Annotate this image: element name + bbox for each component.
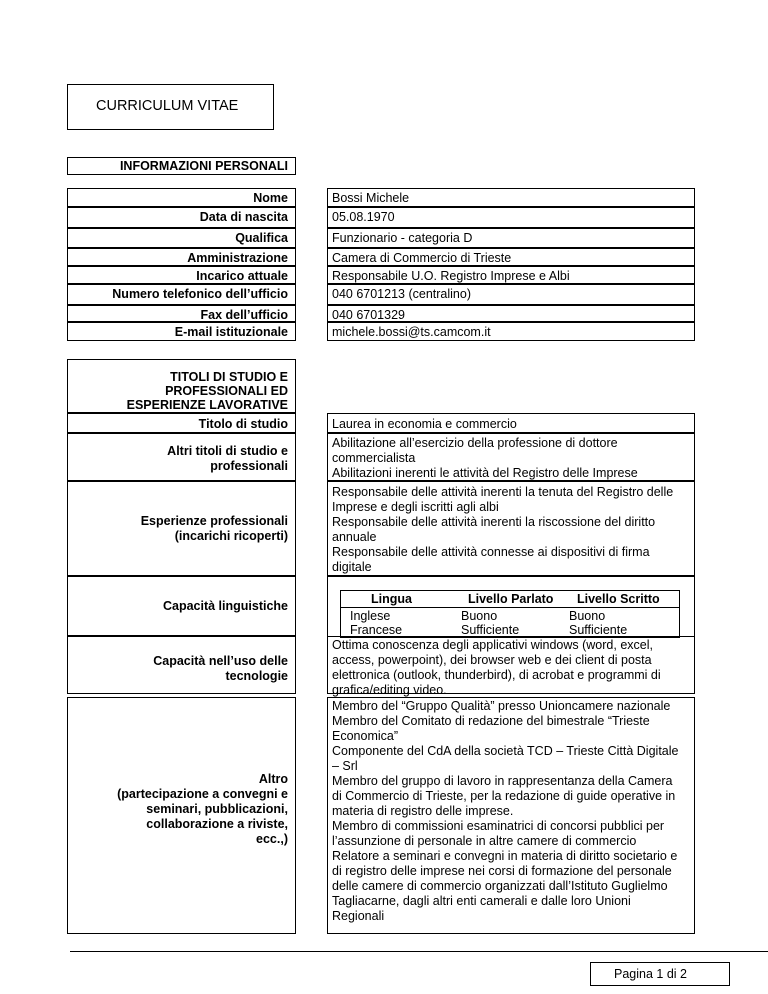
personal-label: E-mail istituzionale [174,325,288,339]
altro-value-line: Membro del “Gruppo Qualità” presso Unioncamere nazionale [332,699,671,713]
personal-label: Incarico attuale [196,269,288,283]
esperienze-value-cell [327,481,695,576]
footer-divider [70,951,768,952]
esperienze-label-line: (incarichi ricoperti) [174,529,288,543]
personal-value: michele.bossi@ts.camcom.it [332,325,491,339]
altro-value-line: Membro del Comitato di redazione del bimestrale “Trieste [332,714,650,728]
personal-value-cell [327,305,695,322]
altro-value-line: di registro delle imprese nei corsi di formazione del personale [332,864,672,878]
personal-value-cell [327,188,695,207]
personal-value-cell [327,266,695,284]
lingue-cell-parlato: Sufficiente [461,623,520,637]
personal-label-cell [67,188,296,207]
personal-label: Qualifica [235,231,288,245]
altri-value-line: commercialista [332,451,416,465]
lingue-cell-parlato: Buono [461,609,498,623]
titolo-label-cell [67,413,296,433]
studies-heading [67,359,296,413]
esperienze-value-line: Imprese e degli iscritti agli albi [332,500,499,514]
esperienze-value-line: digitale [332,560,372,574]
lingue-header-parlato: Livello Parlato [468,592,554,606]
cv-title-box [67,84,274,130]
lingue-cell-scritto: Buono [569,609,606,623]
personal-value: Funzionario - categoria D [332,231,473,245]
titolo-value: Laurea in economia e commercio [332,417,517,431]
lingue-value-left-border [327,576,328,636]
altro-value-line: – Srl [332,759,358,773]
altro-label-line: seminari, pubblicazioni, [146,802,288,816]
altri-value-line: Abilitazioni inerenti le attività del Registro delle Imprese [332,466,638,480]
lingue-value-top-border [327,576,695,577]
tecnologie-label-line: tecnologie [225,669,288,683]
altro-label-line: collaborazione a riviste, [146,817,288,831]
studies-heading-line: TITOLI DI STUDIO E [170,370,288,384]
lingue-cell-lingua: Francese [350,623,403,637]
altro-value-line: delle camere di commercio organizzati dall’Istituto Guglielmo [332,879,668,893]
altro-value-line: Componente del CdA della società TCD – Trieste Città Digitale [332,744,679,758]
personal-value: Bossi Michele [332,191,410,205]
tecnologie-value-line: grafica/editing video. [332,683,447,697]
studies-heading-line: ESPERIENZE LAVORATIVE [126,398,288,412]
altro-label-line: (partecipazione a convegni e [117,787,288,801]
esperienze-value-line: Responsabile delle attività connesse ai dispositivi di firma [332,545,650,559]
personal-label-cell [67,248,296,266]
altro-value-line: di Commercio di Trieste, per la redazione di guide operative in [332,789,676,803]
personal-value-cell [327,207,695,228]
personal-label-cell [67,228,296,248]
personal-label-cell [67,207,296,228]
altro-label-line: ecc.,) [256,832,288,846]
cv-title: CURRICULUM VITAE [96,98,239,114]
altri-label-line: professionali [210,459,288,473]
page-number-box [590,962,730,986]
personal-label: Data di nascita [199,210,288,224]
altro-value-line: Membro del gruppo di lavoro in rappresentanza della Camera [332,774,673,788]
personal-value: Responsabile U.O. Registro Imprese e Albi [332,269,570,283]
personal-value-cell [327,284,695,305]
lingue-header-underline [341,607,679,608]
altri-value-line: Abilitazione all’esercizio della professione di dottore [332,436,618,450]
altro-label-line: Altro [258,772,288,786]
altri-value-cell [327,433,695,481]
personal-value: 05.08.1970 [332,210,395,224]
tecnologie-label-line: Capacità nell’uso delle [153,654,288,668]
personal-label: Nome [253,191,288,205]
altro-value-line: Membro di commissioni esaminatrici di concorsi pubblici per [332,819,665,833]
lingue-table [340,590,680,638]
altro-value-line: Tagliacarne, dagli altri enti camerali e dalle loro Unioni [332,894,631,908]
esperienze-value-line: annuale [332,530,377,544]
tecnologie-label-cell [67,636,296,694]
altro-value-cell [327,697,695,934]
altri-label-cell [67,433,296,481]
personal-label-cell [67,305,296,322]
lingue-cell-lingua: Inglese [350,609,391,623]
tecnologie-value-cell [327,636,695,697]
altro-value-line: materia di registro delle imprese. [332,804,514,818]
tecnologie-value-line: Ottima conoscenza degli applicativi windows (word, excel, [332,638,653,652]
personal-value-cell [327,248,695,266]
personal-label: Fax dell’ufficio [200,308,288,322]
titolo-value-cell [327,413,695,433]
personal-value: 040 6701329 [332,308,405,322]
personal-value-cell [327,228,695,248]
tecnologie-value-line: elettronica (outlook, thunderbird), di acrobat e programmi di [332,668,661,682]
altro-label-cell [67,697,296,934]
tecnologie-value-line: access, powerpoint), dei browser web e dei client di posta [332,653,652,667]
personal-label: Numero telefonico dell’ufficio [112,287,288,301]
personal-value: Camera di Commercio di Trieste [332,251,512,265]
esperienze-label-cell [67,481,296,576]
personal-label-cell [67,284,296,305]
page-number: Pagina 1 di 2 [614,967,687,981]
personal-value-cell [327,322,695,341]
lingue-label: Capacità linguistiche [162,599,288,613]
altro-value-line: l’assunzione di personale in altre camere di commercio [332,834,637,848]
esperienze-value-line: Responsabile delle attività inerenti la tenuta del Registro delle [332,485,674,499]
altro-value-line: Regionali [332,909,385,923]
altro-value-line: Economica” [332,729,398,743]
lingue-cell-scritto: Sufficiente [569,623,628,637]
studies-heading-line: PROFESSIONALI ED [165,384,288,398]
personal-label-cell [67,322,296,341]
personal-label: Amministrazione [187,251,288,265]
altri-label-line: Altri titoli di studio e [167,444,288,458]
esperienze-label-line: Esperienze professionali [140,514,288,528]
personal-heading: INFORMAZIONI PERSONALI [67,157,296,175]
personal-value: 040 6701213 (centralino) [332,287,471,301]
esperienze-value-line: Responsabile delle attività inerenti la riscossione del diritto [332,515,656,529]
personal-label-cell [67,266,296,284]
lingue-header-lingua: Lingua [371,592,412,606]
lingue-value-right-border [694,576,695,636]
lingue-header-scritto: Livello Scritto [577,592,660,606]
altro-value-line: Relatore a seminari e convegni in materia di diritto societario e [332,849,678,863]
lingue-label-cell [67,576,296,636]
titolo-label: Titolo di studio [198,417,288,431]
